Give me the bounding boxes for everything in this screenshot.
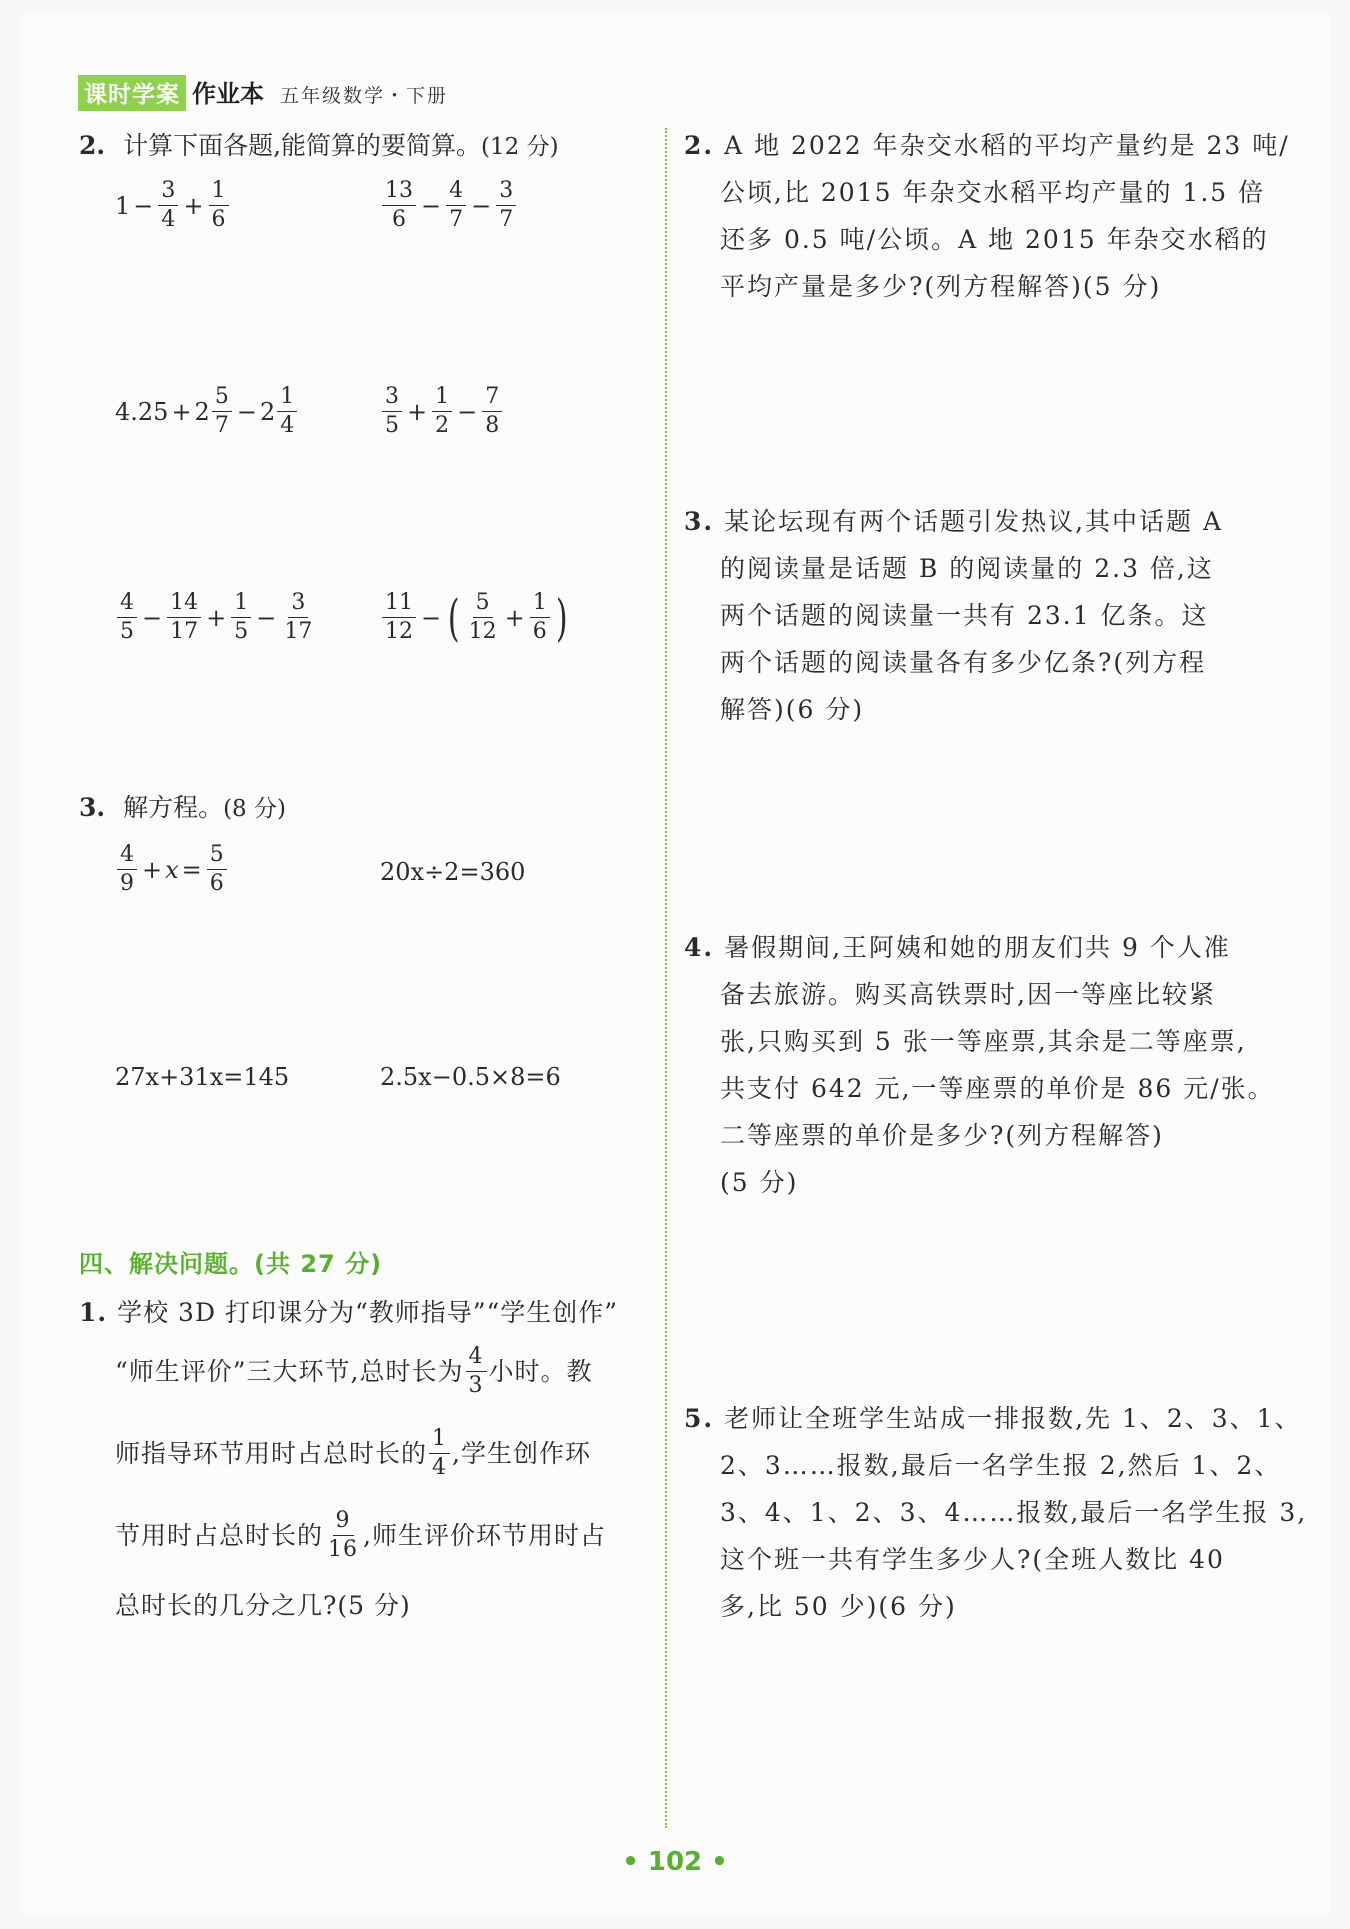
expression-4: $\frac{3}{5}$ + $\frac{1}{2}$ − $\frac{7}{8}$ xyxy=(380,386,504,437)
problem-1: 1. 学校 3D 打印课分为“教师指导”“学生创作” xyxy=(79,1298,619,1327)
page-number: • 102 • xyxy=(622,1847,728,1877)
column-divider xyxy=(665,128,667,1828)
expression-3: 4.25 + 2 $\frac{5}{7}$ − 2 $\frac{1}{4}$ xyxy=(115,386,299,437)
problem-1-line-2: “师生评价”三大环节,总时长为 $\frac{4}{3}$ 小时。教 xyxy=(115,1344,593,1398)
problem-1-line-3: 师指导环节用时占总时长的 $\frac{1}{4}$ ,学生创作环 xyxy=(115,1426,591,1480)
right-question-5: 5. 老师让全班学生站成一排报数,先 1、2、3、1、 2、3……报数,最后一名学生报 2,然后 1、2、 3、4、1、2、3、4……报数,最后一名学生报 3, 这个班一共有学生多少人?(全班人数比 40 多,比 50 少)(6 分) xyxy=(684,1404,1308,1621)
header xyxy=(78,74,448,111)
right-question-3: 3. 某论坛现有两个话题引发热议,其中话题 A 的阅读量是话题 B 的阅读量的 2.3 倍,这 两个话题的阅读量一共有 23.1 亿条。这 两个话题的阅读量各有多少亿条?(列方程 解答)(6 分) xyxy=(684,507,1224,724)
problem-1-line-5: 总时长的几分之几?(5 分) xyxy=(115,1591,411,1620)
expression-2: $\frac{13}{6}$ − $\frac{4}{7}$ − $\frac{3}{7}$ xyxy=(380,180,518,231)
equation-3: 27x+31x=145 xyxy=(115,1063,290,1091)
right-question-2: 2. A 地 2022 年杂交水稻的平均产量约是 23 吨/ 公顷,比 2015 年杂交水稻平均产量的 1.5 倍 还多 0.5 吨/公顷。A 地 2015 年杂交水稻的 平均产量是多少?(列方程解答)(5 分) xyxy=(684,131,1290,301)
right-question-4: 4. 暑假期间,王阿姨和她的朋友们共 9 个人准 备去旅游。购买高铁票时,因一等座比较紧 张,只购买到 5 张一等座票,其余是二等座票, 共支付 642 元,一等座票的单价是 86 元/张。 二等座票的单价是多少?(列方程解答) (5 分) xyxy=(684,933,1275,1197)
brand-label: 课时学案 xyxy=(78,75,186,111)
equation-1: $\frac{4}{9}$ + x = $\frac{5}{6}$ xyxy=(115,844,229,895)
expression-1: 1 − $\frac{3}{4}$ + $\frac{1}{6}$ xyxy=(115,180,231,231)
problem-1-line-4: 节用时占总时长的 $\frac{9}{16}$ ,师生评价环节用时占 xyxy=(115,1508,606,1562)
question-2-heading: 2. 计算下面各题,能简算的要简算。(12 分) xyxy=(79,131,559,160)
expression-6: $\frac{11}{12}$ − ( $\frac{5}{12}$ + $\frac{1}{6}$ ) xyxy=(380,592,571,643)
section-heading: 四、解决问题。(共 27 分) xyxy=(79,1250,383,1278)
expression-5: $\frac{4}{5}$ − $\frac{14}{17}$ + $\frac{1}{5}$ − $\frac{3}{17}$ xyxy=(115,592,317,643)
brand-title: 作业本 xyxy=(192,80,264,108)
book-subtitle: 五年级数学・下册 xyxy=(280,85,449,107)
equation-4: 2.5x−0.5×8=6 xyxy=(380,1063,561,1091)
equation-2: 20x÷2=360 xyxy=(380,858,526,886)
question-3-heading: 3. 解方程。(8 分) xyxy=(79,793,286,822)
